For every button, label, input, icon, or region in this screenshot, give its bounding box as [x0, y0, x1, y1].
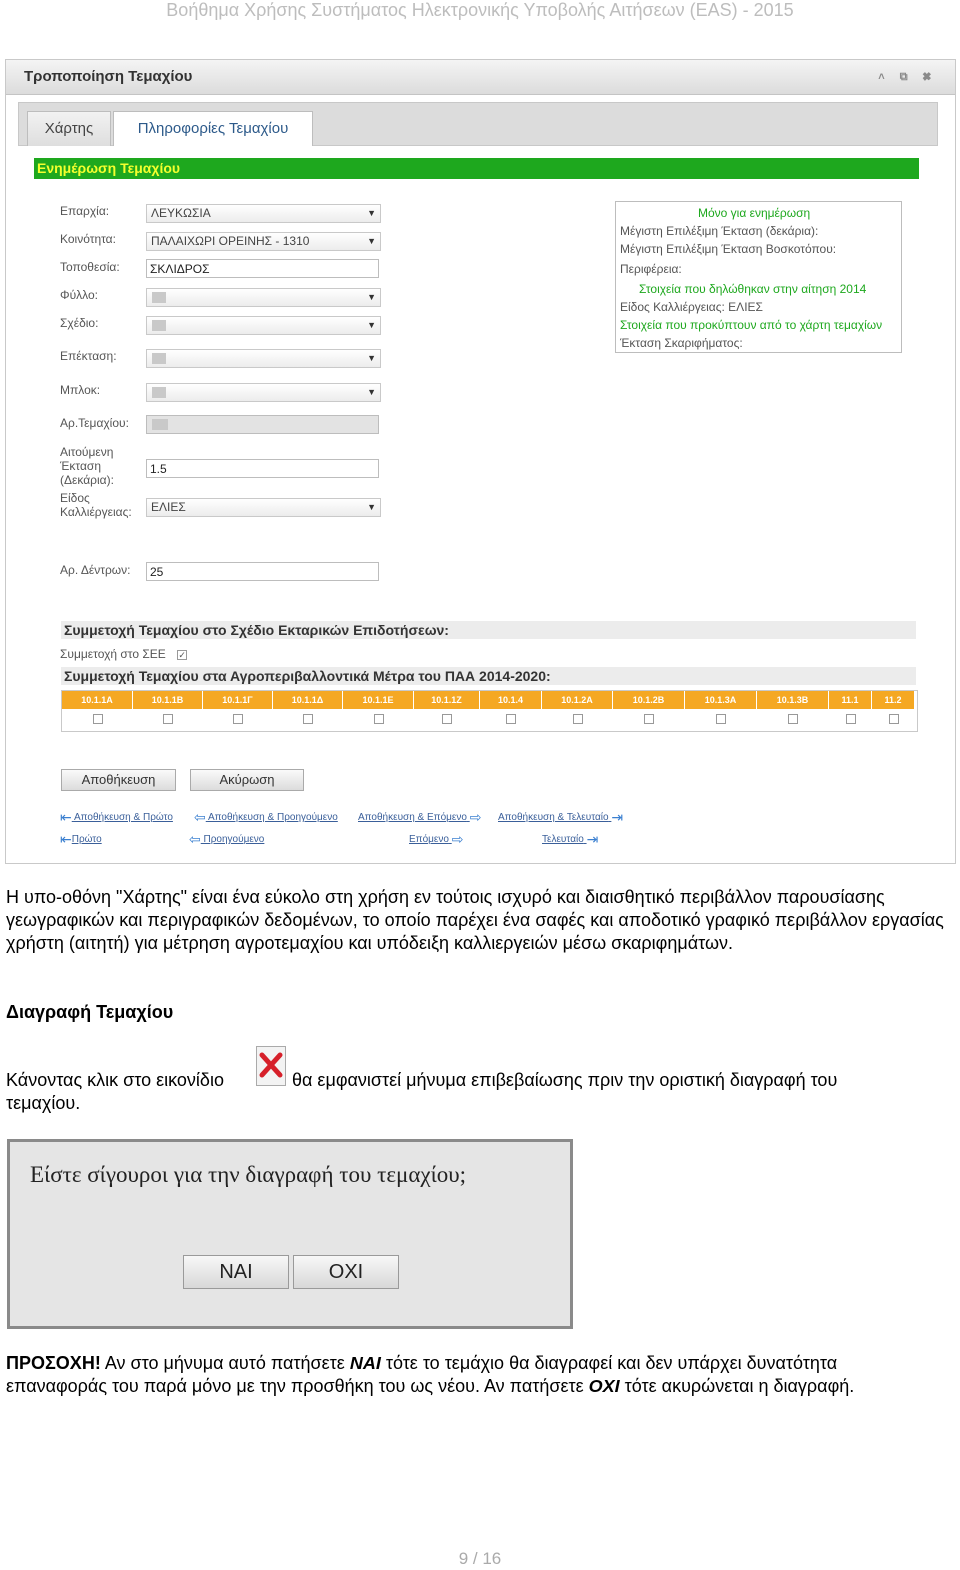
measure-checkbox[interactable] — [716, 714, 726, 724]
empty-swatch — [152, 387, 166, 398]
eidos-label-line: Είδος — [60, 491, 90, 505]
measures-table — [61, 690, 918, 732]
nav-save-next-label: Αποθήκευση & Επόμενο — [358, 812, 467, 823]
map-description-paragraph: Η υπο-οθόνη "Χάρτης" είναι ένα εύκολο στη χρήση εν τούτοις ισχυρό και διαισθητικό περιβάλλον παρουσίασης γεωγραφικών και περιγραφικών δεδομένων, το οποίο παρέχει ένα σαφές και αποδοτικό γραφικό περιβάλλον εργασίας χρήστη (αιτητή) για μέτρηση αγροτεμαχίου και υπόδειξη καλλιεργειών μέσω σκαριφημάτων. — [6, 887, 944, 953]
measure-header: 10.1.1Ζ — [414, 691, 480, 709]
nav-save-first[interactable] — [60, 811, 173, 824]
schedio-select[interactable] — [146, 316, 381, 335]
warning-paragraph — [6, 1352, 956, 1398]
info-title: Μόνο για ενημέρωση — [698, 206, 811, 220]
warning-label: ΠΡΟΣΟΧΗ! — [6, 1353, 101, 1373]
nav-last[interactable] — [542, 833, 598, 846]
nav-next-label: Επόμενο — [409, 834, 449, 845]
nav-save-first-label: Αποθήκευση & Πρώτο — [73, 812, 173, 823]
first-arrow-icon: ⇤ — [60, 831, 72, 847]
eidos-select[interactable] — [146, 498, 381, 517]
document-header: Βοήθημα Χρήσης Συστήματος Ηλεκτρονικής Υποβολής Αιτήσεων (EAS) - 2015 — [166, 0, 794, 20]
measure-checkbox[interactable] — [573, 714, 583, 724]
nav-first[interactable] — [60, 833, 102, 846]
measure-checkbox[interactable] — [442, 714, 452, 724]
section-heading: Διαγραφή Τεμαχίου — [6, 1002, 174, 1022]
last-arrow-icon: ⇥ — [586, 831, 599, 847]
aitoumeni-label-line: Έκταση — [60, 459, 101, 473]
dialog-question: Είστε σίγουροι για την διαγραφή του τεμαχίου; — [30, 1162, 467, 1187]
ssee-row — [60, 647, 187, 661]
eidos-value: ΕΛΙΕΣ — [151, 500, 186, 514]
yes-button[interactable]: ΝΑΙ — [183, 1255, 289, 1289]
dentra-label: Αρ. Δέντρων: — [60, 563, 131, 577]
info-line: Στοιχεία που δηλώθηκαν στην αίτηση 2014 — [639, 282, 867, 296]
aitoumeni-label-line: (Δεκάρια): — [60, 473, 114, 487]
delete-instruction-part: τεμαχίου. — [6, 1093, 81, 1113]
delete-icon — [256, 1046, 286, 1086]
dropdown-arrow-icon: ▼ — [367, 236, 376, 246]
last-arrow-icon: ⇥ — [611, 809, 624, 825]
measure-checkbox[interactable] — [788, 714, 798, 724]
empty-swatch — [152, 292, 166, 303]
measure-checkbox[interactable] — [889, 714, 899, 724]
measure-checkbox[interactable] — [374, 714, 384, 724]
warning-text: επαναφοράς του παρά μόνο με την προσθήκη του ως νέου. Αν πατήσετε — [6, 1376, 589, 1396]
delete-instruction-part: Κάνοντας κλικ στο εικονίδιο — [6, 1070, 224, 1090]
ssee-section-title: Συμμετοχή Τεμαχίου στο Σχέδιο Εκταρικών Επιδοτήσεων: — [61, 621, 916, 639]
save-button[interactable]: Αποθήκευση — [61, 769, 176, 791]
measure-header: 10.1.2Α — [542, 691, 613, 709]
info-line: Είδος Καλλιέργειας: ΕΛΙΕΣ — [620, 300, 763, 314]
warning-yes: ΝΑΙ — [349, 1353, 381, 1373]
ssee-label: Συμμετοχή στο ΣΕΕ — [60, 647, 166, 661]
tab-bar — [18, 102, 938, 146]
warning-text: Αν στο μήνυμα αυτό πατήσετε — [100, 1353, 350, 1373]
empty-swatch — [152, 320, 166, 331]
measure-checkbox[interactable] — [93, 714, 103, 724]
info-line: Στοιχεία που προκύπτουν από το χάρτη τεμαχίων — [620, 318, 883, 332]
info-line: Μέγιστη Επιλέξιμη Έκταση Βοσκοτόπου: — [620, 242, 837, 256]
window-title: Τροποποίηση Τεμαχίου — [24, 68, 193, 85]
dropdown-arrow-icon: ▼ — [367, 208, 376, 218]
warning-text: τότε ακυρώνεται η διαγραφή. — [619, 1376, 855, 1396]
nav-save-prev-label: Αποθήκευση & Προηγούμενο — [207, 812, 338, 823]
measure-header: 10.1.3Β — [757, 691, 829, 709]
eparchia-select[interactable] — [146, 204, 381, 223]
measure-checkbox[interactable] — [846, 714, 856, 724]
nav-save-last[interactable] — [498, 811, 623, 824]
nav-last-label: Τελευταίο — [542, 834, 584, 845]
info-line: Μέγιστη Επιλέξιμη Έκταση (δεκάρια): — [620, 224, 819, 238]
warning-text: τότε το τεμάχιο θα διαγραφεί και δεν υπάρχει δυνατότητα — [380, 1353, 838, 1373]
measure-header: 10.1.2Β — [613, 691, 685, 709]
block-select[interactable] — [146, 383, 381, 402]
eidos-label — [60, 491, 132, 519]
warning-no: ΟΧΙ — [588, 1376, 620, 1396]
measure-checkbox[interactable] — [233, 714, 243, 724]
nav-save-last-label: Αποθήκευση & Τελευταίο — [498, 812, 609, 823]
measure-header: 10.1.4 — [480, 691, 542, 709]
nav-prev-label: Προηγούμενο — [203, 834, 265, 845]
window-titlebar — [6, 60, 955, 95]
first-arrow-icon: ⇤ — [60, 809, 72, 825]
measure-header: 10.1.1Γ — [203, 691, 273, 709]
dropdown-arrow-icon: ▼ — [367, 320, 376, 330]
tab-parcel-info[interactable]: Πληροφορίες Τεμαχίου — [113, 111, 313, 146]
measure-checkbox[interactable] — [506, 714, 516, 724]
page-number: 9 / 16 — [458, 1549, 502, 1568]
delete-instruction-part: θα εμφανιστεί μήνυμα επιβεβαίωσης πριν την οριστική διαγραφή του — [292, 1070, 838, 1090]
fyllo-label: Φύλλο: — [60, 288, 98, 302]
schedio-label: Σχέδιο: — [60, 316, 99, 330]
empty-swatch — [152, 353, 166, 364]
measure-header: 10.1.1Α — [62, 691, 133, 709]
measure-checkbox[interactable] — [644, 714, 654, 724]
fyllo-select[interactable] — [146, 288, 381, 307]
koinotita-value: ΠΑΛΑΙΧΩΡΙ ΟΡΕΙΝΗΣ - 1310 — [151, 234, 310, 248]
cancel-button[interactable]: Ακύρωση — [190, 769, 304, 791]
delete-confirm-dialog — [7, 1139, 573, 1329]
eparchia-value: ΛΕΥΚΩΣΙΑ — [151, 206, 211, 220]
epektasi-label: Επέκταση: — [60, 349, 117, 363]
koinotita-select[interactable] — [146, 232, 381, 251]
window-controls[interactable]: ˄ ⧉ ✖ — [878, 71, 937, 83]
measure-header: 10.1.1Β — [133, 691, 203, 709]
dropdown-arrow-icon: ▼ — [367, 387, 376, 397]
measure-header: 11.2 — [872, 691, 915, 709]
ar-temaxiou-input — [146, 415, 379, 434]
tab-map[interactable]: Χάρτης — [27, 111, 111, 146]
dropdown-arrow-icon: ▼ — [367, 353, 376, 363]
block-label: Μπλοκ: — [60, 383, 101, 397]
prev-arrow-icon: ⇦ — [194, 809, 206, 825]
ar-temaxiou-label: Αρ.Τεμαχίου: — [60, 416, 129, 430]
topothesia-input[interactable]: ΣΚΛΙΔΡΟΣ — [146, 259, 379, 278]
koinotita-label: Κοινότητα: — [60, 232, 116, 246]
no-button[interactable]: ΟΧΙ — [293, 1255, 399, 1289]
dentra-input[interactable]: 25 — [146, 562, 379, 581]
aitoumeni-label — [60, 445, 114, 487]
nav-next[interactable] — [409, 833, 463, 846]
dropdown-arrow-icon: ▼ — [367, 502, 376, 512]
section-title: Ενημέρωση Τεμαχίου — [34, 158, 919, 179]
info-line: Περιφέρεια: — [620, 262, 682, 276]
eparchia-label: Επαρχία: — [60, 204, 110, 218]
measure-checkbox[interactable] — [303, 714, 313, 724]
empty-swatch — [152, 419, 168, 430]
dropdown-arrow-icon: ▼ — [367, 292, 376, 302]
aitoumeni-input[interactable]: 1.5 — [146, 459, 379, 478]
info-box — [615, 201, 902, 353]
measure-header: 10.1.3Α — [685, 691, 757, 709]
paa-section-title: Συμμετοχή Τεμαχίου στα Αγροπεριβαλλοντικά Μέτρα του ΠΑΑ 2014-2020: — [61, 667, 916, 685]
edit-parcel-window — [5, 59, 956, 864]
epektasi-select[interactable] — [146, 349, 381, 368]
next-arrow-icon: ⇨ — [451, 831, 464, 847]
info-line: Έκταση Σκαριφήματος: — [620, 336, 743, 350]
prev-arrow-icon: ⇦ — [189, 831, 201, 847]
nav-save-prev[interactable] — [194, 811, 338, 824]
topothesia-label: Τοποθεσία: — [60, 260, 120, 274]
measure-header: 10.1.1Δ — [273, 691, 343, 709]
aitoumeni-label-line: Αιτούμενη — [60, 445, 114, 459]
ssee-checkbox[interactable]: ✓ — [178, 650, 186, 660]
nav-save-next[interactable] — [358, 811, 481, 824]
measure-checkbox[interactable] — [163, 714, 173, 724]
measure-header: 10.1.1Ε — [343, 691, 414, 709]
next-arrow-icon: ⇨ — [469, 809, 482, 825]
nav-prev[interactable] — [189, 833, 264, 846]
eidos-label-line: Καλλιέργειας: — [60, 505, 132, 519]
nav-first-label: Πρώτο — [71, 834, 102, 845]
measure-header: 11.1 — [829, 691, 872, 709]
